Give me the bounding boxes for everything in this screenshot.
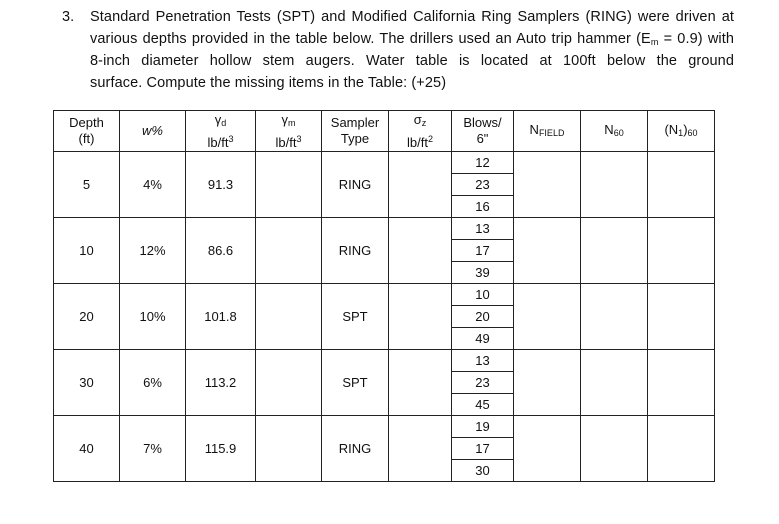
moist-unit-weight-cell [256, 284, 322, 350]
header-depth-unit: (ft) [78, 131, 95, 146]
water-content-cell: 7% [120, 416, 186, 482]
table-row [54, 350, 715, 372]
header-dry-unit-weight [186, 111, 256, 152]
blow-count-cell: 39 [452, 262, 514, 284]
sampler-type-cell: SPT [322, 350, 389, 416]
vertical-stress-cell [389, 152, 452, 218]
header-n1-60 [648, 111, 715, 152]
n1-60-cell [648, 218, 715, 284]
problem-line-1: Standard Penetration Tests (SPT) and Modified California Ring Samplers (RING) were driven at [90, 9, 734, 25]
n-field-cell [514, 284, 581, 350]
n160-open: (N [664, 121, 679, 137]
n1-60-cell [648, 416, 715, 482]
sigma-z-exp: 2 [427, 133, 433, 144]
n160-sub1: 1 [678, 127, 684, 138]
gamma-d-sub: d [221, 117, 227, 128]
n60-cell [581, 350, 648, 416]
sigma-z-sub: z [421, 117, 427, 128]
blow-count-cell: 45 [452, 394, 514, 416]
blow-count-cell: 10 [452, 284, 514, 306]
dry-unit-weight-cell: 101.8 [186, 284, 256, 350]
n-field-n: N [529, 121, 539, 137]
vertical-stress-cell [389, 416, 452, 482]
blow-count-cell: 23 [452, 174, 514, 196]
sigma-z-symbol: σ [413, 111, 422, 127]
em-value: = 0.9) with [658, 31, 735, 47]
header-moist-unit-weight [256, 111, 322, 152]
n160-close: ) [683, 121, 688, 137]
n60-cell [581, 152, 648, 218]
dry-unit-weight-cell: 115.9 [186, 416, 256, 482]
header-blows [452, 111, 514, 152]
n-field-cell [514, 416, 581, 482]
sigma-z-unit: lb/ft [407, 134, 428, 150]
depth-cell: 10 [54, 218, 120, 284]
header-blows-l1: Blows/ [463, 115, 502, 130]
n60-cell [581, 416, 648, 482]
n60-cell [581, 218, 648, 284]
header-depth [54, 111, 120, 152]
n1-60-cell [648, 152, 715, 218]
gamma-d-exp: 3 [228, 133, 234, 144]
vertical-stress-cell [389, 284, 452, 350]
gamma-m-sub: m [288, 117, 296, 128]
n60-cell [581, 284, 648, 350]
header-sampler-l1: Sampler [330, 115, 380, 130]
vertical-stress-cell [389, 218, 452, 284]
dry-unit-weight-cell: 113.2 [186, 350, 256, 416]
depth-cell: 40 [54, 416, 120, 482]
blow-count-cell: 13 [452, 350, 514, 372]
problem-line-2-text: various depths provided in the table below. The drillers used an Auto trip hammer (E [90, 31, 651, 47]
sampler-type-cell: RING [322, 152, 389, 218]
header-n-field [514, 111, 581, 152]
moist-unit-weight-cell [256, 152, 322, 218]
dry-unit-weight-cell: 86.6 [186, 218, 256, 284]
water-content-cell: 10% [120, 284, 186, 350]
moist-unit-weight-cell [256, 218, 322, 284]
blow-count-cell: 49 [452, 328, 514, 350]
header-n60 [581, 111, 648, 152]
em-subscript: m [650, 37, 659, 47]
depth-cell: 20 [54, 284, 120, 350]
moist-unit-weight-cell [256, 416, 322, 482]
table-header-row [54, 111, 715, 152]
header-vertical-stress [389, 111, 452, 152]
n-field-sub: FIELD [538, 127, 565, 138]
header-sampler-l2: Type [340, 131, 370, 146]
gamma-d-unit: lb/ft [207, 134, 229, 150]
problem-line-3: 8-inch diameter hollow stem augers. Water table is located at 100ft below the ground [90, 53, 734, 69]
blow-count-cell: 23 [452, 372, 514, 394]
blow-count-cell: 13 [452, 218, 514, 240]
table-row [54, 218, 715, 240]
n-field-cell [514, 218, 581, 284]
n60-n: N [604, 121, 614, 137]
vertical-stress-cell [389, 350, 452, 416]
sampler-type-cell: RING [322, 218, 389, 284]
depth-cell: 30 [54, 350, 120, 416]
gamma-d-symbol: γ [214, 111, 222, 127]
water-content-cell: 4% [120, 152, 186, 218]
n1-60-cell [648, 350, 715, 416]
header-water-content: w% [120, 111, 186, 152]
table-row [54, 284, 715, 306]
blow-count-cell: 12 [452, 152, 514, 174]
blow-count-cell: 19 [452, 416, 514, 438]
n160-sub2: 60 [687, 127, 698, 138]
header-sampler-type [322, 111, 389, 152]
gamma-m-unit: lb/ft [275, 134, 297, 150]
problem-line-4: surface. Compute the missing items in the Table: (+25) [90, 75, 447, 91]
n-field-cell [514, 152, 581, 218]
dry-unit-weight-cell: 91.3 [186, 152, 256, 218]
problem-number: 3. [62, 9, 75, 25]
soil-data-table [53, 110, 715, 482]
water-content-cell: 12% [120, 218, 186, 284]
blow-count-cell: 30 [452, 460, 514, 482]
blow-count-cell: 17 [452, 240, 514, 262]
gamma-m-exp: 3 [296, 133, 302, 144]
table-row [54, 416, 715, 438]
blow-count-cell: 16 [452, 196, 514, 218]
n1-60-cell [648, 284, 715, 350]
depth-cell: 5 [54, 152, 120, 218]
n60-sub: 60 [613, 127, 624, 138]
header-blows-l2: 6" [476, 131, 489, 146]
sampler-type-cell: RING [322, 416, 389, 482]
sampler-type-cell: SPT [322, 284, 389, 350]
gamma-m-symbol: γ [281, 111, 288, 127]
blow-count-cell: 20 [452, 306, 514, 328]
water-content-cell: 6% [120, 350, 186, 416]
blow-count-cell: 17 [452, 438, 514, 460]
n-field-cell [514, 350, 581, 416]
table-row [54, 152, 715, 174]
moist-unit-weight-cell [256, 350, 322, 416]
header-depth-label: Depth [69, 115, 104, 130]
